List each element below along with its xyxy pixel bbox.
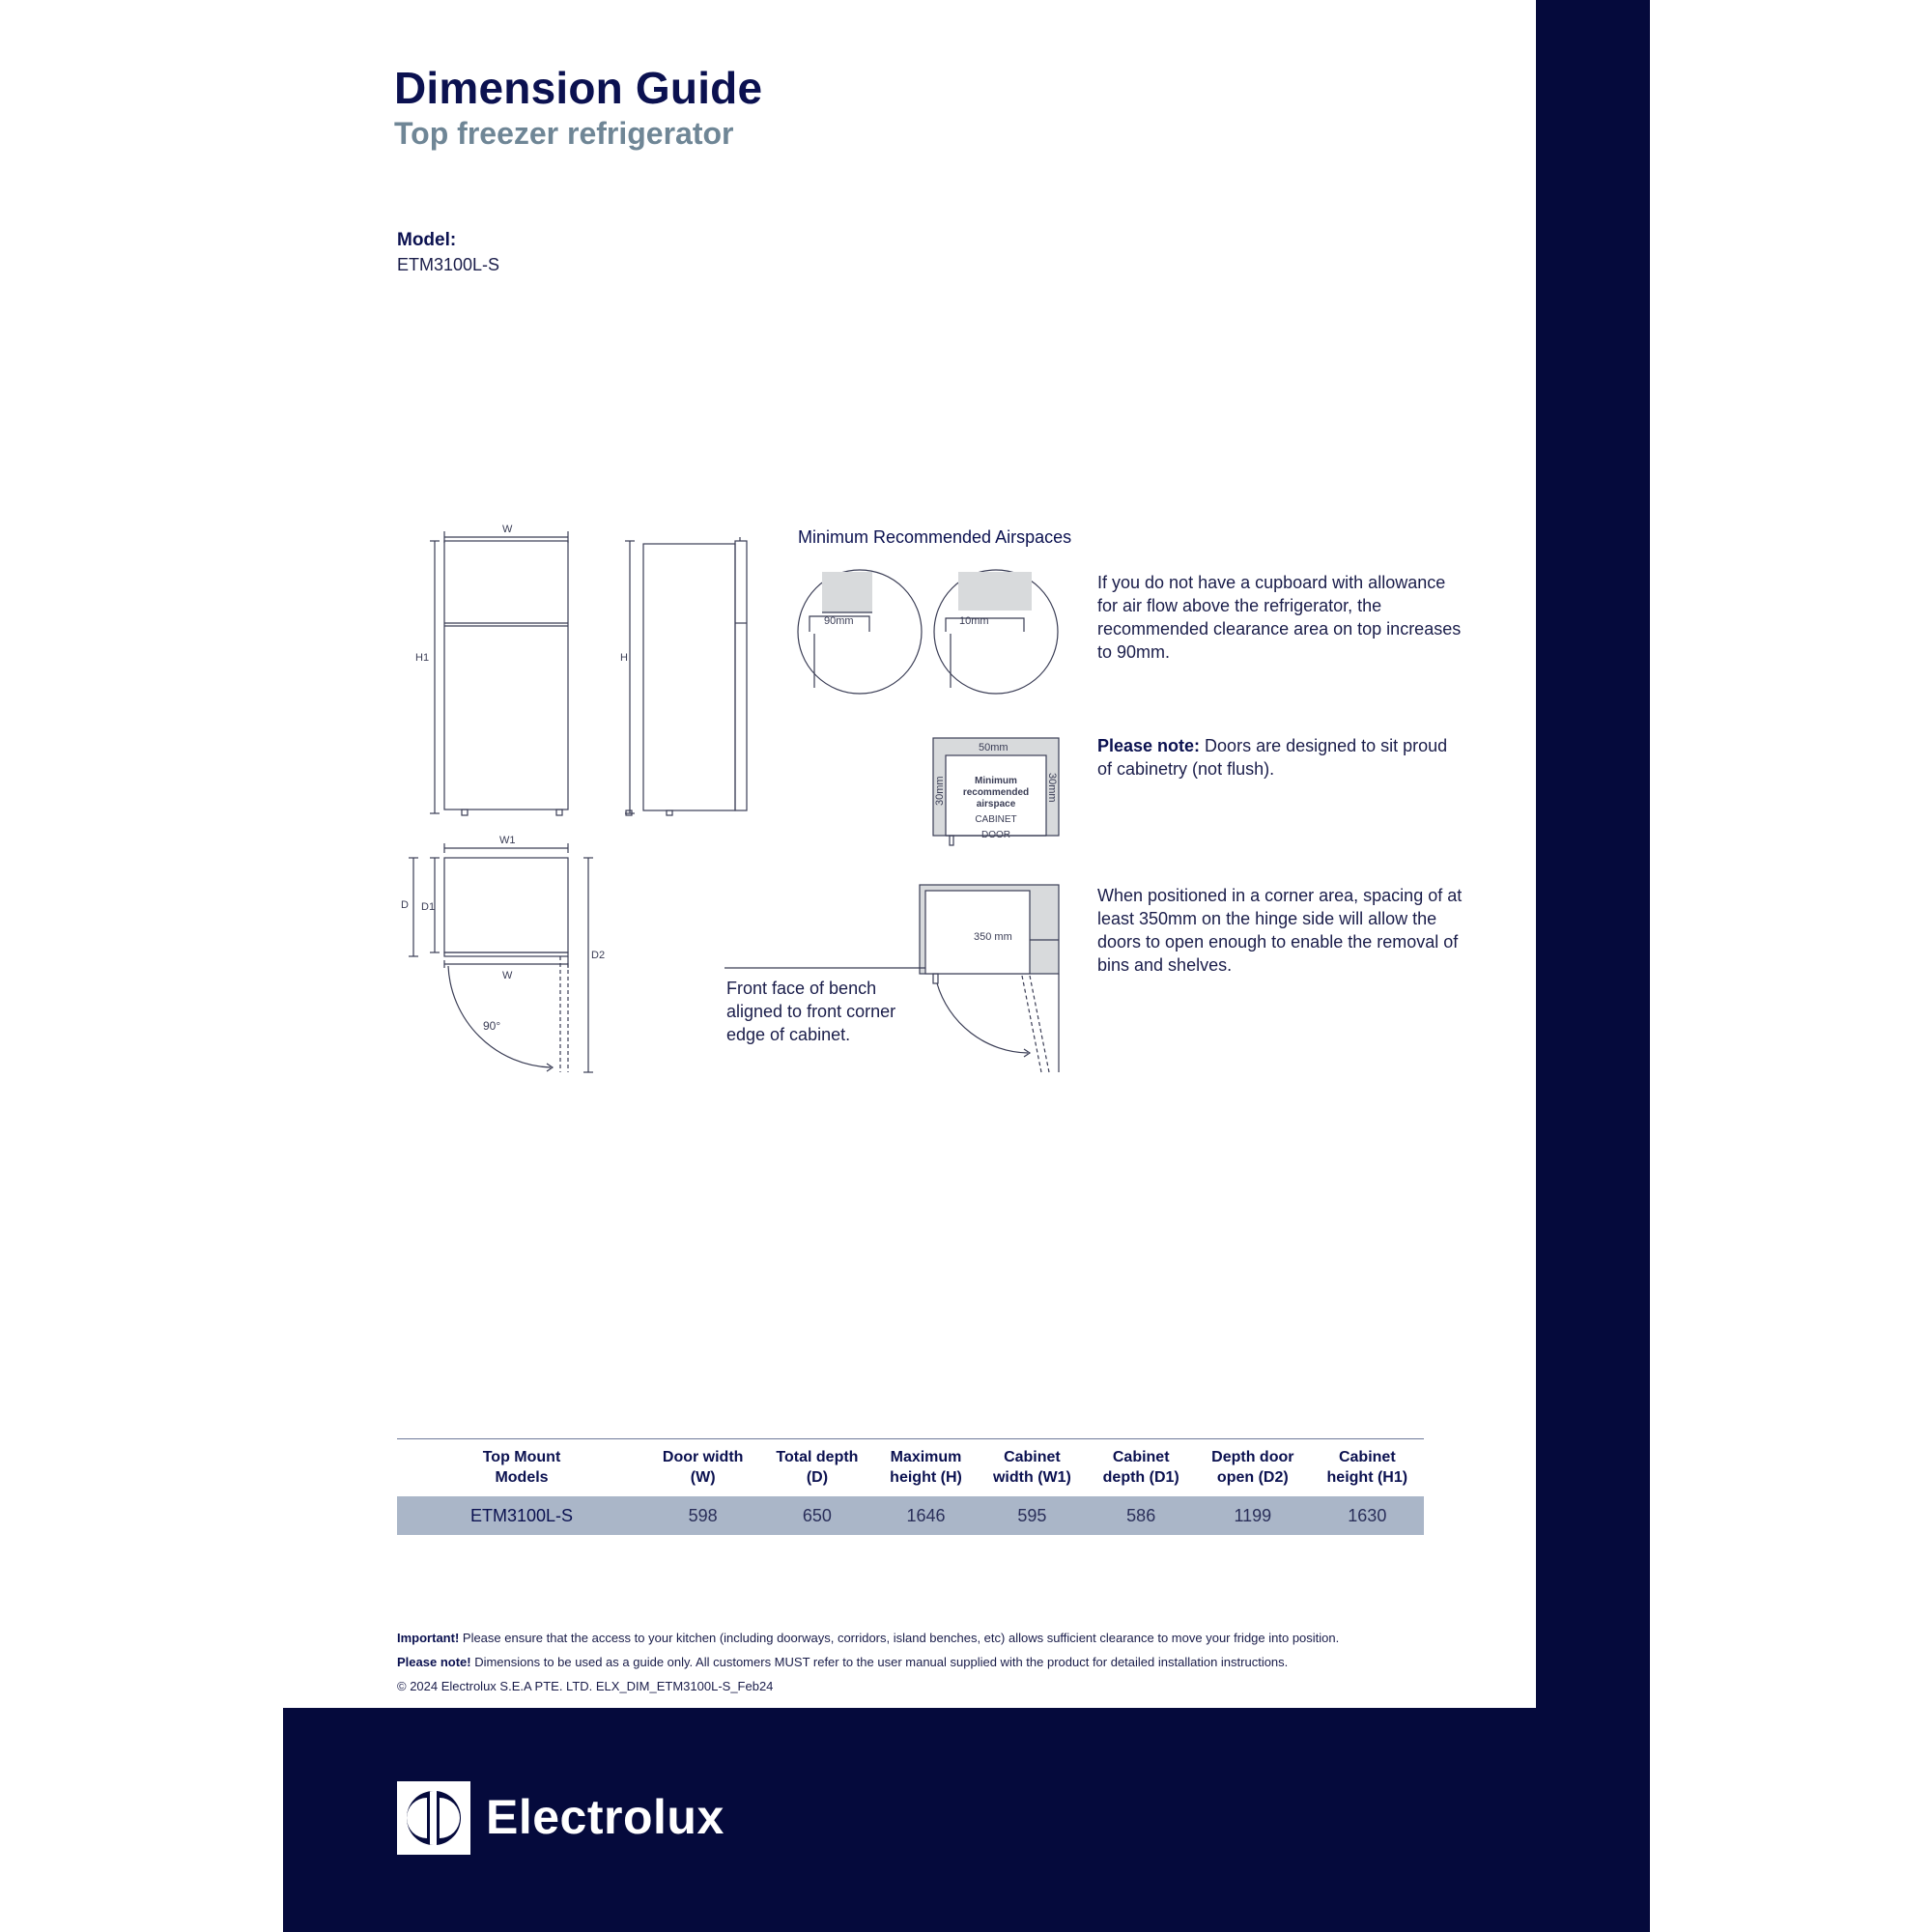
label-corner-350: 350 mm (974, 931, 1012, 943)
label-cabinet-min-2: recommended (962, 787, 1030, 798)
cell-total-depth: 650 (759, 1496, 874, 1535)
cell-cabinet-height: 1630 (1311, 1496, 1424, 1535)
airspace-circle-90 (798, 570, 922, 694)
footer-please-note: Please note! Dimensions to be used as a guide only. All customers MUST refer to the user manual supplied with the product for detailed installation instructions. (397, 1655, 1289, 1669)
label-top-d1: D1 (421, 901, 436, 913)
brand-name: Electrolux (486, 1790, 724, 1844)
bench-note: Front face of bench aligned to front corner edge of cabinet. (726, 979, 896, 1044)
cell-cabinet-width: 595 (977, 1496, 1087, 1535)
header-depth-door-open: Depth door open (D2) (1195, 1439, 1311, 1497)
top-view-drawing (409, 843, 593, 1072)
header-door-width: Door width (W) (646, 1439, 759, 1497)
label-top-d2: D2 (591, 950, 606, 961)
header-total-depth: Total depth (D) (759, 1439, 874, 1497)
spec-table-header-row (397, 1439, 1424, 1497)
label-door-word: DOOR (981, 830, 1010, 840)
label-cabinet-top: 50mm (979, 742, 1009, 753)
airspace-note-top: If you do not have a cupboard with allowance for air flow above the refrigerator, the recommended clearance area on top increases to 90mm. (1097, 573, 1462, 662)
page-title: Dimension Guide (394, 63, 763, 113)
airspaces-heading: Minimum Recommended Airspaces (798, 527, 1072, 547)
cell-max-height: 1646 (875, 1496, 978, 1535)
cell-cabinet-depth: 586 (1087, 1496, 1195, 1535)
cell-door-width: 598 (646, 1496, 759, 1535)
cell-depth-door-open: 1199 (1195, 1496, 1311, 1535)
footer-important: Important! Please ensure that the access to your kitchen (including doorways, corridors, island benches, etc) allows sufficient clearance to move your fridge into position. (397, 1631, 1340, 1645)
label-cabinet-left: 30mm (934, 776, 946, 806)
airspace-note-doors (1097, 734, 1464, 781)
label-top-d: D (401, 899, 409, 911)
label-airspace-10: 10mm (959, 615, 989, 627)
label-cabinet-word: CABINET (975, 814, 1017, 825)
header-cabinet-height: Cabinet height (H1) (1311, 1439, 1424, 1497)
cell-model: ETM3100L-S (397, 1496, 646, 1535)
front-view-drawing (430, 531, 568, 815)
please-note-bold: Please note: (1097, 736, 1201, 755)
label-front-w: W (502, 524, 513, 535)
page-subtitle: Top freezer refrigerator (394, 116, 734, 151)
airspace-note-corner: When positioned in a corner area, spacing of at least 350mm on the hinge side will allow the doors to open enough to enable the removal of bins and shelves. (1097, 886, 1463, 975)
header-models: Top Mount Models (397, 1439, 646, 1497)
airspace-circle-10 (934, 570, 1058, 694)
label-front-h1: H1 (415, 652, 430, 664)
model-value: ETM3100L-S (397, 255, 500, 274)
label-cabinet-min-1: Minimum (975, 776, 1017, 786)
spec-table (397, 1438, 1424, 1535)
label-cabinet-min-3: airspace (976, 799, 1016, 810)
header-max-height: Maximum height (H) (875, 1439, 978, 1497)
table-row (397, 1496, 1424, 1535)
label-angle: 90° (483, 1019, 501, 1033)
side-view-drawing (625, 537, 747, 815)
footer-copyright: © 2024 Electrolux S.E.A PTE. LTD. ELX_DIM_ETM3100L-S_Feb24 (397, 1679, 774, 1693)
label-top-w1: W1 (499, 835, 516, 846)
model-label: Model: (397, 230, 457, 250)
footer-notes (397, 1626, 1339, 1698)
label-side-h: H (620, 652, 628, 664)
header-cabinet-width: Cabinet width (W1) (977, 1439, 1087, 1497)
electrolux-logo-icon (397, 1781, 470, 1855)
label-top-w: W (502, 970, 513, 981)
label-airspace-90: 90mm (824, 615, 854, 627)
label-cabinet-right: 30mm (1046, 773, 1058, 803)
please-note-text: Doors are designed to sit proud of cabinetry (not flush). (1097, 736, 1448, 779)
header-cabinet-depth: Cabinet depth (D1) (1087, 1439, 1195, 1497)
